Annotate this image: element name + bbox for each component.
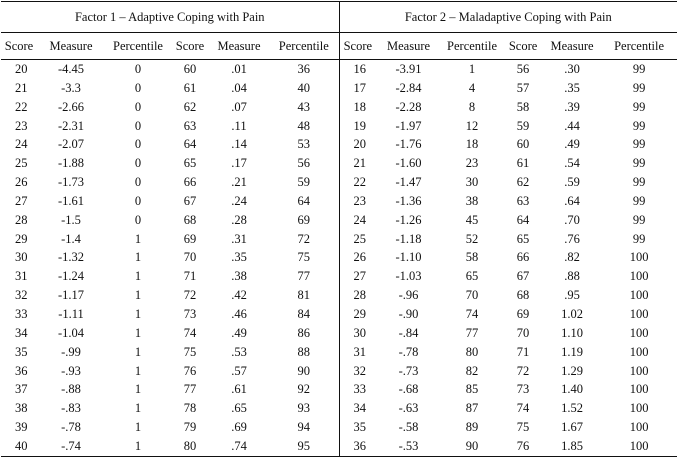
- table-cell: 48: [297, 118, 311, 133]
- table-cell: 85: [465, 382, 479, 397]
- table-cell: 31: [339, 343, 376, 362]
- table-cell: -1.32: [57, 250, 85, 265]
- table-cell: 99: [632, 118, 646, 133]
- table-cell: -1.88: [57, 156, 85, 171]
- column-header: Score: [339, 33, 376, 60]
- table-cell: 69: [183, 231, 197, 246]
- table-cell: 1.29: [561, 363, 583, 378]
- table-cell: 1: [105, 437, 171, 456]
- table-cell: -1.76: [395, 137, 422, 152]
- table-row: [1, 230, 677, 249]
- table-cell: -.96: [398, 288, 419, 303]
- table-cell: 43: [297, 99, 311, 114]
- table-cell: -2.66: [57, 99, 85, 114]
- table-cell: 73: [516, 382, 530, 397]
- table-cell: 100: [629, 363, 649, 378]
- table-cell: 62: [183, 99, 197, 114]
- table-cell: .61: [231, 382, 247, 397]
- table-cell: 1: [134, 306, 142, 321]
- table-cell: 28: [339, 286, 376, 305]
- table-cell: -1.04: [57, 325, 85, 340]
- table-cell: 18: [465, 137, 479, 152]
- table-cell: 95: [269, 437, 339, 456]
- table-cell: 67: [183, 193, 197, 208]
- table-cell: 74: [183, 325, 197, 340]
- table-cell: 99: [632, 193, 646, 208]
- table-cell: 30: [465, 175, 479, 190]
- table-row: [1, 192, 677, 211]
- table-cell: 1.85: [543, 437, 601, 456]
- table-cell: 17: [339, 79, 376, 98]
- table-cell: .54: [564, 156, 580, 171]
- table-cell: 68: [183, 212, 197, 227]
- table-cell: 74: [516, 401, 530, 416]
- table-cell: 29: [339, 305, 376, 324]
- table-cell: 1.40: [561, 382, 583, 397]
- table-cell: 74: [465, 306, 479, 321]
- table-row: [1, 305, 677, 324]
- table-cell: 72: [297, 231, 311, 246]
- table-cell: 34: [339, 399, 376, 418]
- table-row: [1, 154, 677, 173]
- table-cell: 79: [183, 420, 197, 435]
- column-header: Score: [1, 33, 37, 60]
- table-cell: 68: [516, 288, 530, 303]
- table-cell: 0: [134, 193, 142, 208]
- table-cell: 1.52: [561, 401, 583, 416]
- table-cell: 23: [339, 192, 376, 211]
- table-cell: 25: [339, 230, 376, 249]
- table-cell: -2.28: [395, 99, 422, 114]
- table-cell: 100: [629, 344, 649, 359]
- table-row: [1, 418, 677, 437]
- table-cell: 58: [465, 250, 479, 265]
- column-header: Score: [171, 33, 209, 60]
- table-cell: 0: [134, 137, 142, 152]
- table-cell: 1: [134, 420, 142, 435]
- table-cell: -.68: [398, 382, 419, 397]
- table-cell: 73: [183, 306, 197, 321]
- table-cell: 81: [297, 288, 311, 303]
- table-cell: 84: [297, 306, 311, 321]
- table-cell: 1: [134, 325, 142, 340]
- table-cell: 75: [183, 344, 197, 359]
- table-cell: .11: [231, 118, 247, 133]
- table-cell: 36: [297, 62, 311, 76]
- table-cell: -.90: [398, 306, 419, 321]
- table-cell: 0: [134, 118, 142, 133]
- table-cell: 1.67: [561, 420, 583, 435]
- table-cell: 21: [339, 154, 376, 173]
- table-cell: 66: [183, 175, 197, 190]
- table-row: [1, 248, 677, 267]
- table-cell: 99: [632, 137, 646, 152]
- table-cell: 100: [629, 288, 649, 303]
- table-cell: 24: [339, 211, 376, 230]
- table-row: [1, 286, 677, 305]
- table-cell: 0: [134, 62, 142, 76]
- table-cell: 31: [15, 269, 28, 284]
- table-cell: 71: [183, 269, 197, 284]
- column-header: Percentile: [441, 33, 503, 60]
- table-cell: 72: [516, 363, 530, 378]
- table-cell: .14: [231, 137, 247, 152]
- table-cell: -1.73: [57, 175, 85, 190]
- table-cell: -1.47: [395, 175, 422, 190]
- table-cell: 99: [632, 62, 646, 76]
- score-conversion-table: [1, 1, 677, 457]
- table-cell: 80: [171, 437, 209, 456]
- table-cell: .44: [564, 118, 580, 133]
- table-row: [1, 399, 677, 418]
- table-cell: 99: [632, 156, 646, 171]
- table-cell: 22: [339, 173, 376, 192]
- table-cell: 27: [15, 193, 28, 208]
- table-cell: .49: [564, 137, 580, 152]
- table-cell: -1.11: [58, 306, 84, 321]
- table-cell: -1.18: [395, 231, 422, 246]
- table-cell: 71: [516, 344, 530, 359]
- table-cell: -.53: [376, 437, 441, 456]
- table-cell: .65: [231, 401, 247, 416]
- table-cell: .82: [564, 250, 580, 265]
- table-cell: 32: [15, 288, 28, 303]
- table-cell: .57: [231, 363, 247, 378]
- table-cell: 8: [468, 99, 476, 114]
- table-cell: .95: [564, 288, 580, 303]
- table-cell: 23: [15, 118, 28, 133]
- table-cell: .42: [231, 288, 247, 303]
- table-cell: .01: [231, 62, 247, 76]
- table-cell: -.63: [398, 401, 419, 416]
- table-cell: 52: [465, 231, 479, 246]
- table-cell: 26: [339, 248, 376, 267]
- table-cell: .74: [209, 437, 269, 456]
- table-row: [1, 362, 677, 381]
- table-row: [1, 324, 677, 343]
- table-cell: 27: [339, 267, 376, 286]
- table-cell: 0: [134, 212, 142, 227]
- table-cell: 1: [134, 363, 142, 378]
- table-cell: 20: [339, 135, 376, 154]
- table-cell: -.93: [61, 363, 81, 378]
- table-cell: 90: [297, 363, 311, 378]
- table-cell: 87: [465, 401, 479, 416]
- table-cell: 77: [465, 325, 479, 340]
- table-cell: 100: [601, 437, 677, 456]
- table-cell: 63: [183, 118, 197, 133]
- table-cell: .30: [564, 62, 580, 76]
- table-cell: 99: [632, 212, 646, 227]
- table-cell: 75: [516, 420, 530, 435]
- table-row: [1, 117, 677, 136]
- table-cell: 82: [465, 363, 479, 378]
- column-header: Percentile: [105, 33, 171, 60]
- table-cell: 37: [15, 382, 28, 397]
- table-cell: 64: [516, 212, 530, 227]
- table-cell: 1: [134, 231, 142, 246]
- table-cell: 30: [339, 324, 376, 343]
- table-cell: 19: [339, 117, 376, 136]
- table-cell: 16: [339, 60, 376, 79]
- table-row: [1, 211, 677, 230]
- table-row: [1, 173, 677, 192]
- table-cell: 40: [1, 437, 37, 456]
- table-cell: 100: [629, 382, 649, 397]
- table-cell: .39: [564, 99, 580, 114]
- table-cell: 1: [134, 250, 142, 265]
- table-row: [1, 60, 677, 79]
- column-header: Measure: [376, 33, 441, 60]
- factor-1-title: Factor 1 – Adaptive Coping with Pain: [1, 2, 339, 33]
- table-cell: 20: [15, 62, 28, 76]
- column-header: Percentile: [269, 33, 339, 60]
- table-cell: -.78: [398, 344, 419, 359]
- table-cell: 100: [629, 250, 649, 265]
- table-cell: 1: [468, 62, 476, 76]
- table-cell: 60: [516, 137, 530, 152]
- table-cell: -1.4: [61, 231, 81, 246]
- table-cell: 59: [297, 175, 311, 190]
- table-cell: 1: [134, 269, 142, 284]
- table-cell: -.99: [61, 344, 81, 359]
- table-cell: .17: [231, 156, 247, 171]
- table-row: [1, 380, 677, 399]
- table-cell: 58: [516, 99, 530, 114]
- table-cell: 18: [339, 98, 376, 117]
- column-header-row: [1, 33, 677, 60]
- table-cell: 100: [629, 269, 649, 284]
- column-header: Percentile: [601, 33, 677, 60]
- table-cell: 32: [339, 362, 376, 381]
- table-cell: .38: [231, 269, 247, 284]
- table-cell: 35: [15, 344, 28, 359]
- table-cell: 94: [297, 420, 311, 435]
- table-row: [1, 79, 677, 98]
- table-cell: 33: [15, 306, 28, 321]
- table-cell: .69: [231, 420, 247, 435]
- table-cell: 99: [632, 80, 646, 95]
- table-cell: 65: [516, 231, 530, 246]
- table-cell: .76: [564, 231, 580, 246]
- table-cell: 86: [297, 325, 311, 340]
- table-cell: 100: [629, 401, 649, 416]
- table-cell: 100: [629, 325, 649, 340]
- table-cell: 38: [15, 401, 28, 416]
- table-cell: 26: [15, 175, 28, 190]
- table-cell: 24: [15, 137, 28, 152]
- table-cell: -1.36: [395, 193, 422, 208]
- column-header: Score: [503, 33, 543, 60]
- table-body: [1, 60, 677, 457]
- table-cell: 63: [516, 193, 530, 208]
- table-cell: 99: [632, 175, 646, 190]
- table-cell: 70: [516, 325, 530, 340]
- table-cell: 1.10: [561, 325, 583, 340]
- table-cell: 28: [15, 212, 28, 227]
- table-row: [1, 343, 677, 362]
- table-cell: 56: [516, 62, 530, 76]
- table-cell: 77: [183, 382, 197, 397]
- table-cell: -3.91: [395, 62, 422, 76]
- table-cell: 1.02: [561, 306, 583, 321]
- table-cell: 34: [15, 325, 28, 340]
- table-cell: 61: [183, 80, 197, 95]
- table-cell: 89: [465, 420, 479, 435]
- table-cell: -1.60: [395, 156, 422, 171]
- table-cell: 1: [134, 344, 142, 359]
- table-cell: 67: [516, 269, 530, 284]
- table-cell: -.73: [398, 363, 419, 378]
- table-cell: 35: [339, 418, 376, 437]
- table-cell: 65: [465, 269, 479, 284]
- table-cell: 92: [297, 382, 311, 397]
- column-header: Measure: [543, 33, 601, 60]
- column-header: Measure: [209, 33, 269, 60]
- table-cell: 40: [297, 80, 311, 95]
- table-row: [1, 98, 677, 117]
- table-cell: 70: [183, 250, 197, 265]
- table-cell: .49: [231, 325, 247, 340]
- table-cell: 57: [516, 80, 530, 95]
- table-cell: 60: [183, 62, 197, 76]
- table-cell: -2.07: [57, 137, 85, 152]
- table-cell: 70: [465, 288, 479, 303]
- table-cell: 69: [516, 306, 530, 321]
- table-cell: 61: [516, 156, 530, 171]
- table-cell: 99: [632, 231, 646, 246]
- table-cell: 1: [134, 382, 142, 397]
- table-cell: -1.17: [57, 288, 85, 303]
- table-cell: .35: [231, 250, 247, 265]
- table-cell: 4: [468, 80, 476, 95]
- table-cell: .21: [231, 175, 247, 190]
- table-cell: 93: [297, 401, 311, 416]
- table-cell: 80: [465, 344, 479, 359]
- table-cell: -.84: [398, 325, 419, 340]
- table-cell: 62: [516, 175, 530, 190]
- table-cell: 64: [183, 137, 197, 152]
- table-cell: 1: [134, 288, 142, 303]
- table-cell: -3.3: [61, 80, 81, 95]
- table-cell: -1.26: [395, 212, 422, 227]
- table-cell: .53: [231, 344, 247, 359]
- table-cell: 64: [297, 193, 311, 208]
- table-cell: -4.45: [57, 62, 85, 76]
- table-cell: 99: [632, 99, 646, 114]
- table-cell: .24: [231, 193, 247, 208]
- table-cell: 0: [134, 175, 142, 190]
- table-cell: -1.03: [395, 269, 422, 284]
- table-cell: 76: [503, 437, 543, 456]
- table-cell: -.78: [61, 420, 81, 435]
- table-cell: 29: [15, 231, 28, 246]
- table-cell: 22: [15, 99, 28, 114]
- table-cell: -2.84: [395, 80, 422, 95]
- table-cell: .35: [564, 80, 580, 95]
- table-cell: .31: [231, 231, 247, 246]
- table-cell: .04: [231, 80, 247, 95]
- table-cell: 0: [134, 80, 142, 95]
- table-row: [1, 135, 677, 154]
- table-cell: .07: [231, 99, 247, 114]
- table-cell: -2.31: [57, 118, 85, 133]
- table-cell: 23: [465, 156, 479, 171]
- table-cell: .28: [231, 212, 247, 227]
- table-cell: 36: [339, 437, 376, 456]
- table-cell: 100: [629, 306, 649, 321]
- table-cell: -1.10: [395, 250, 422, 265]
- table-cell: 75: [297, 250, 311, 265]
- table-cell: .64: [564, 193, 580, 208]
- table-cell: 25: [15, 156, 28, 171]
- table-cell: 77: [297, 269, 311, 284]
- table-cell: 21: [15, 80, 28, 95]
- table-cell: -1.61: [57, 193, 85, 208]
- table-cell: 88: [297, 344, 311, 359]
- table-cell: 66: [516, 250, 530, 265]
- table-cell: 53: [297, 137, 311, 152]
- table-cell: 59: [516, 118, 530, 133]
- table-cell: 1.19: [561, 344, 583, 359]
- table-cell: .46: [231, 306, 247, 321]
- table-cell: 69: [297, 212, 311, 227]
- table-cell: 39: [15, 420, 28, 435]
- table-cell: -.88: [61, 382, 81, 397]
- table-cell: 30: [15, 250, 28, 265]
- table-cell: 76: [183, 363, 197, 378]
- table-cell: 100: [629, 420, 649, 435]
- table-cell: 0: [134, 99, 142, 114]
- table-cell: 0: [134, 156, 142, 171]
- table-cell: 56: [297, 156, 311, 171]
- table-cell: 78: [183, 401, 197, 416]
- table-cell: .70: [564, 212, 580, 227]
- table-cell: 1: [134, 401, 142, 416]
- table-cell: 36: [15, 363, 28, 378]
- factor-header-row: [1, 2, 677, 33]
- table-cell: 90: [441, 437, 503, 456]
- column-header: Measure: [37, 33, 105, 60]
- table-cell: 33: [339, 380, 376, 399]
- table-cell: 38: [465, 193, 479, 208]
- table-cell: -1.97: [395, 118, 422, 133]
- factor-2-title: Factor 2 – Maladaptive Coping with Pain: [339, 2, 677, 33]
- table-cell: .88: [564, 269, 580, 284]
- table-cell: 72: [183, 288, 197, 303]
- table-cell: -.83: [61, 401, 81, 416]
- table-cell: -1.24: [57, 269, 85, 284]
- table-cell: -.58: [398, 420, 419, 435]
- table-row: [1, 267, 677, 286]
- table-cell: -1.5: [61, 212, 81, 227]
- table-cell: -.74: [37, 437, 105, 456]
- table-cell: .59: [564, 175, 580, 190]
- table-cell: 12: [465, 118, 479, 133]
- table-cell: 65: [183, 156, 197, 171]
- table-cell: 45: [465, 212, 479, 227]
